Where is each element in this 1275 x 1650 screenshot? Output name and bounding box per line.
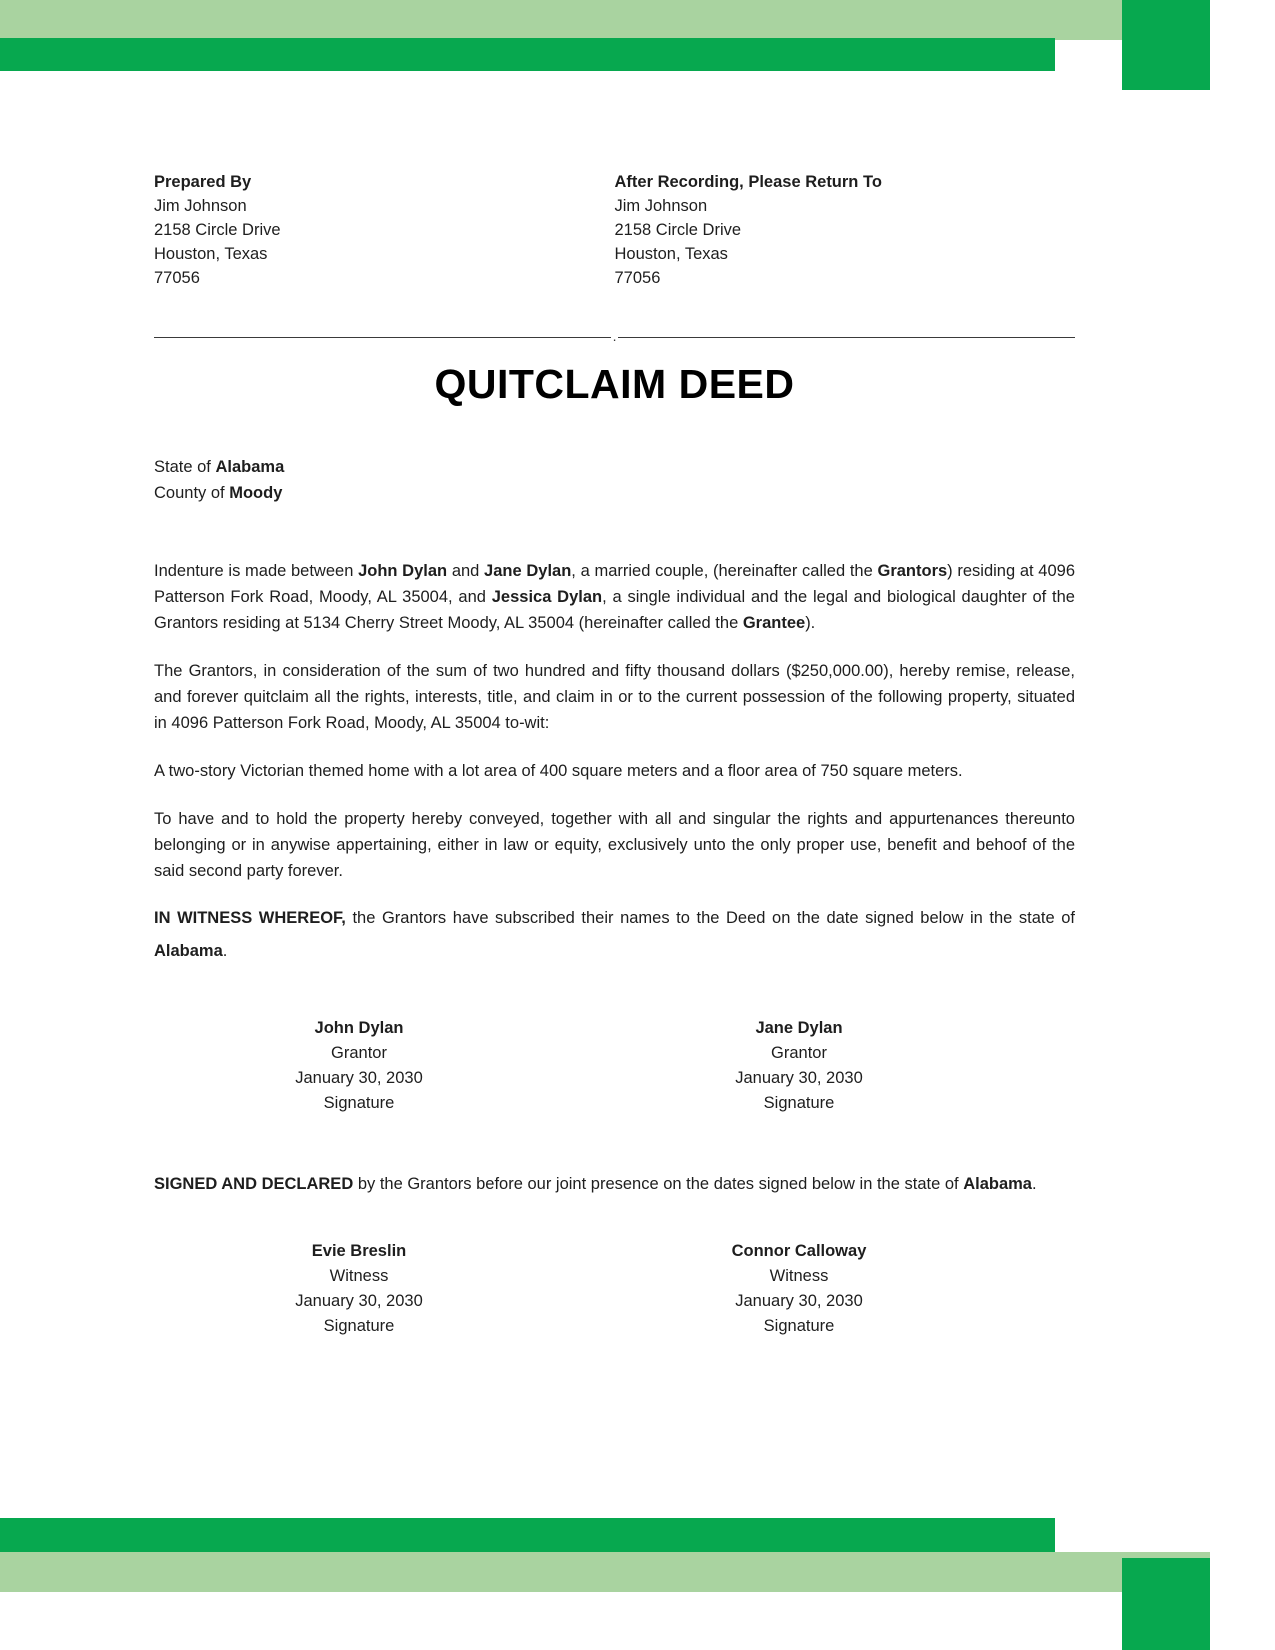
grantor-1-name: John Dylan	[314, 1019, 404, 1037]
document-title: QUITCLAIM DEED	[434, 361, 795, 407]
top-light-green-bar	[0, 0, 1210, 40]
return-to-name: Jim Johnson	[614, 197, 708, 215]
bottom-right-green-block	[1122, 1558, 1210, 1650]
recording-header	[154, 170, 1075, 290]
divider-line-left	[154, 337, 611, 338]
return-to-street: 2158 Circle Drive	[614, 221, 742, 239]
indenture-paragraph: Indenture is made between John Dylan and Jane Dylan, a married couple, (hereinafter called the Grantors) residing at 4096 Patterson Fork Road, Moody, AL 35004, and Jessica Dylan, a single individual and the legal and biological daughter of the Grantors residing at 5134 Cherry Street Moody, AL 35004 (hereinafter called the Grantee).	[154, 562, 1075, 632]
grantor-signature-block-2	[594, 1016, 1004, 1116]
prepared-by-street: 2158 Circle Drive	[154, 221, 281, 239]
property-description-paragraph: A two-story Victorian themed home with a lot area of 400 square meters and a floor area of 750 square meters.	[154, 762, 963, 780]
divider-dot: .	[612, 328, 617, 344]
witness-whereof-paragraph: IN WITNESS WHEREOF, the Grantors have subscribed their names to the Deed on the date signed below in the state of Alabama.	[154, 909, 1075, 960]
signed-declared-paragraph: SIGNED AND DECLARED by the Grantors before our joint presence on the dates signed below in the state of Alabama.	[154, 1175, 1037, 1193]
witness-signature-block-1	[154, 1239, 564, 1339]
witness-signature-block-2	[594, 1239, 1004, 1339]
return-to-zip: 77056	[614, 269, 661, 287]
bottom-light-green-bar	[0, 1552, 1210, 1592]
top-green-bar	[0, 38, 1055, 71]
grantor-1-role: Grantor	[331, 1044, 387, 1062]
grantor-1-signature-label: Signature	[323, 1094, 395, 1112]
witness-1-name: Evie Breslin	[311, 1242, 407, 1260]
grantor-1-date: January 30, 2030	[295, 1069, 423, 1087]
prepared-by-city: Houston, Texas	[154, 245, 268, 263]
grantor-2-role: Grantor	[771, 1044, 827, 1062]
grantor-2-signature-label: Signature	[763, 1094, 835, 1112]
divider-line-right	[618, 337, 1075, 338]
top-right-green-block	[1122, 0, 1210, 90]
return-to-block	[615, 170, 1076, 290]
witness-1-role: Witness	[329, 1267, 389, 1285]
prepared-by-block	[154, 170, 615, 290]
witness-1-signature-label: Signature	[323, 1317, 395, 1335]
witness-1-date: January 30, 2030	[295, 1292, 423, 1310]
grantor-2-name: Jane Dylan	[755, 1019, 843, 1037]
return-to-label: After Recording, Please Return To	[614, 173, 882, 191]
section-divider	[154, 328, 1075, 344]
witness-2-signature-label: Signature	[763, 1317, 835, 1335]
witness-2-name: Connor Calloway	[731, 1242, 867, 1260]
jurisdiction-block	[154, 454, 1075, 506]
bottom-green-bar	[0, 1518, 1055, 1552]
habendum-paragraph: To have and to hold the property hereby conveyed, together with all and singular the rights and appurtenances thereunto belonging or in anywise appertaining, either in law or equity, exclusively unto the only proper use, benefit and behoof of the said second party forever.	[154, 810, 1075, 880]
witness-2-role: Witness	[769, 1267, 829, 1285]
prepared-by-zip: 77056	[154, 269, 200, 287]
county-line: County of Moody	[154, 484, 283, 502]
consideration-paragraph: The Grantors, in consideration of the sum of two hundred and fifty thousand dollars ($250,000.00), hereby remise, release, and forever quitclaim all the rights, interests, title, and claim in or to the current possession of the following property, situated in 4096 Patterson Fork Road, Moody, AL 35004 to-wit:	[154, 662, 1075, 732]
grantor-signature-row	[154, 1016, 1075, 1116]
return-to-city: Houston, Texas	[614, 245, 728, 263]
document-content	[154, 170, 1075, 1339]
state-line: State of Alabama	[154, 458, 285, 476]
prepared-by-label: Prepared By	[154, 173, 252, 191]
witness-signature-row	[154, 1239, 1075, 1339]
grantor-2-date: January 30, 2030	[735, 1069, 863, 1087]
prepared-by-name: Jim Johnson	[154, 197, 247, 215]
witness-2-date: January 30, 2030	[735, 1292, 863, 1310]
grantor-signature-block-1	[154, 1016, 564, 1116]
